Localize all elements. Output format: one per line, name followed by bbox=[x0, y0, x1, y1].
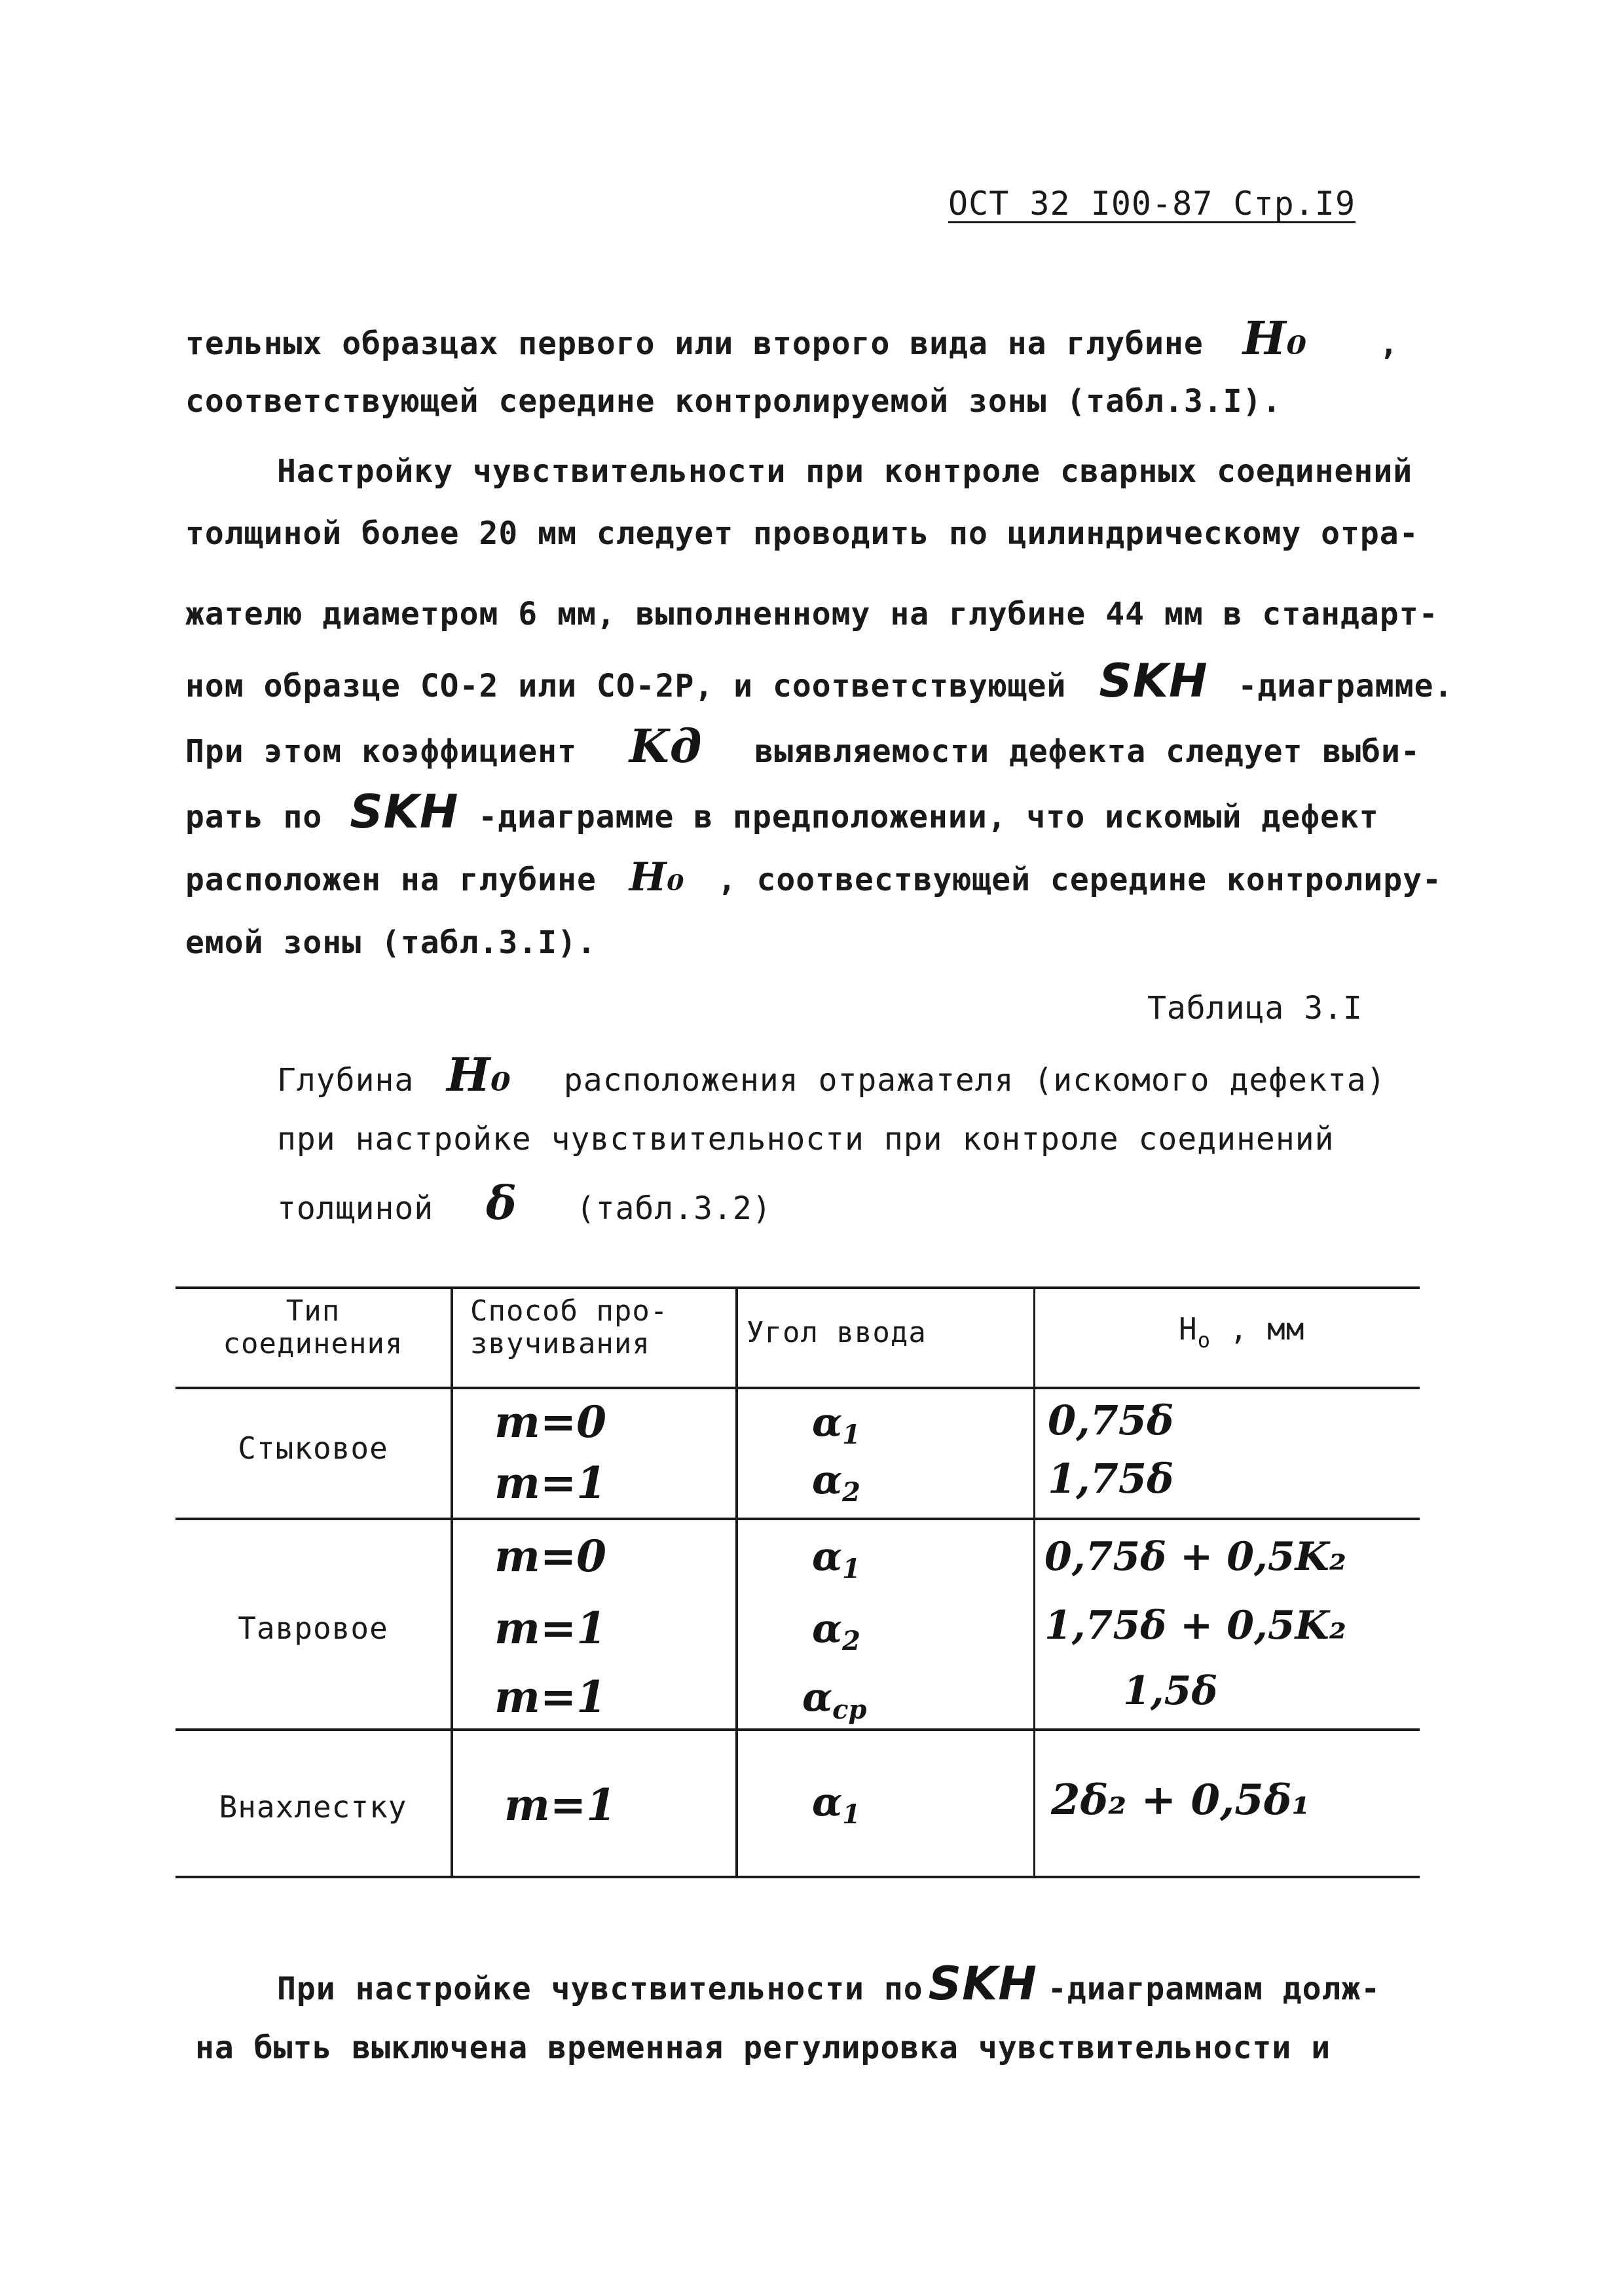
p3-line-1-text-b: -диаграммам долж- bbox=[1047, 1971, 1381, 2007]
table-title-line-2: при настройке чувствительности при контроле соединений bbox=[277, 1121, 1335, 1157]
p2-line-3: жателю диаметром 6 мм, выполненному на глубине 44 мм в стандарт- bbox=[185, 596, 1439, 632]
depth-cell: 0,75δ bbox=[1048, 1396, 1174, 1444]
p2-line-5-text-a: При этом коэффициент bbox=[185, 733, 577, 770]
header-method-line-1: Способ про- bbox=[470, 1294, 669, 1328]
angle-subscript: 2 bbox=[842, 1477, 861, 1508]
symbol-skh: SKH bbox=[350, 785, 459, 839]
type-cell-lap: Внахлестку bbox=[219, 1789, 407, 1825]
symbol-delta: δ bbox=[486, 1176, 517, 1230]
angle-subscript: 1 bbox=[842, 1799, 861, 1830]
p1-line-2: соответствующей середине контролируемой зоны (табл.3.I). bbox=[185, 383, 1282, 420]
depth-cell: 1,75δ bbox=[1048, 1455, 1174, 1503]
p2-line-4-text-b: -диаграмме. bbox=[1238, 668, 1454, 704]
angle-cell bbox=[812, 1534, 860, 1584]
symbol-h0: H₀ bbox=[629, 854, 685, 900]
angle-symbol: α bbox=[812, 1534, 843, 1580]
depth-cell: 0,75δ + 0,5K₂ bbox=[1044, 1534, 1347, 1580]
header-depth-subscript: о bbox=[1197, 1328, 1211, 1353]
table-title-line-3 bbox=[277, 1176, 772, 1230]
symbol-kd: Kд bbox=[629, 719, 703, 773]
angle-cell bbox=[812, 1606, 860, 1656]
p2-line-4 bbox=[185, 654, 1454, 708]
document-reference: ОСТ 32 I00-87 Стр.I9 bbox=[948, 185, 1356, 223]
table-title-line-1 bbox=[277, 1048, 1386, 1102]
angle-cell bbox=[812, 1400, 860, 1450]
angle-subscript: ср bbox=[832, 1694, 867, 1725]
angle-cell bbox=[812, 1779, 860, 1830]
method-cell: m=1 bbox=[504, 1779, 617, 1831]
table-col-divider-3 bbox=[1033, 1286, 1035, 1878]
header-type-line-1: Тип bbox=[286, 1294, 341, 1328]
angle-subscript: 2 bbox=[842, 1626, 861, 1656]
p1-line-1 bbox=[185, 311, 1399, 365]
method-cell: m=1 bbox=[494, 1603, 607, 1654]
table-title-line-3-text-a: толщиной bbox=[277, 1190, 434, 1227]
p2-line-1: Настройку чувствительности при контроле сварных соединений bbox=[277, 453, 1413, 490]
table-title-line-1-text-a: Глубина bbox=[277, 1062, 415, 1099]
symbol-skh: SKH bbox=[928, 1957, 1037, 2011]
p2-line-5 bbox=[185, 719, 1420, 773]
header-depth-unit: , мм bbox=[1229, 1311, 1305, 1347]
type-cell-butt: Стыковое bbox=[238, 1430, 388, 1466]
symbol-h0: H₀ bbox=[447, 1048, 511, 1102]
angle-symbol: α bbox=[812, 1606, 843, 1652]
table-col-divider-2 bbox=[735, 1286, 738, 1878]
method-cell: m=1 bbox=[494, 1457, 607, 1508]
p2-line-8: емой зоны (табл.3.I). bbox=[185, 924, 597, 961]
table-rule-group-1 bbox=[175, 1518, 1420, 1520]
header-type-line-2: соединения bbox=[223, 1327, 403, 1360]
p2-line-6-text-a: рать по bbox=[185, 799, 323, 835]
p1-line-1-text-a: тельных образцах первого или второго вида на глубине bbox=[185, 325, 1204, 362]
p2-line-6 bbox=[185, 785, 1379, 839]
header-method bbox=[470, 1295, 668, 1360]
header-method-line-2: звучивания bbox=[470, 1327, 650, 1360]
p2-line-7-text-a: расположен на глубине bbox=[185, 862, 597, 898]
angle-cell bbox=[802, 1675, 867, 1725]
method-cell: m=1 bbox=[494, 1671, 607, 1722]
table-rule-group-2 bbox=[175, 1728, 1420, 1731]
p3-line-1 bbox=[277, 1957, 1381, 2011]
table-title-line-1-text-b: расположения отражателя (искомого дефекта) bbox=[563, 1062, 1386, 1099]
angle-symbol: α bbox=[812, 1457, 843, 1503]
p2-line-6-text-b: -диаграмме в предположении, что искомый дефект bbox=[478, 799, 1379, 835]
p3-line-1-text-a: При настройке чувствительности по bbox=[277, 1971, 923, 2007]
table-rule-top bbox=[175, 1286, 1420, 1289]
method-cell: m=0 bbox=[494, 1396, 607, 1448]
table-rule-bottom bbox=[175, 1876, 1420, 1878]
p2-line-5-text-b: выявляемости дефекта следует выби- bbox=[754, 733, 1420, 770]
header-depth-symbol: H bbox=[1179, 1311, 1198, 1347]
p2-line-2: толщиной более 20 мм следует проводить по цилиндрическому отра- bbox=[185, 515, 1419, 552]
table-title-line-3-text-b: (табл.3.2) bbox=[576, 1190, 772, 1227]
angle-symbol: α bbox=[802, 1675, 833, 1721]
symbol-h0: H₀ bbox=[1242, 311, 1308, 365]
table-number: Таблица 3.I bbox=[1147, 990, 1363, 1027]
angle-cell bbox=[812, 1457, 860, 1508]
method-cell: m=0 bbox=[494, 1531, 607, 1582]
depth-cell: 1,75δ + 0,5K₂ bbox=[1044, 1603, 1347, 1649]
p2-line-7-text-b: , соотвествующей середине контролиру- bbox=[717, 862, 1442, 898]
depth-cell: 2δ₂ + 0,5δ₁ bbox=[1051, 1776, 1310, 1825]
depth-cell: 1,5δ bbox=[1123, 1668, 1218, 1714]
p3-line-2: на быть выключена временная регулировка чувствительности и bbox=[195, 2030, 1331, 2066]
p1-line-1-text-b: , bbox=[1379, 325, 1399, 362]
header-type bbox=[175, 1295, 451, 1360]
symbol-skh: SKH bbox=[1099, 654, 1208, 708]
p2-line-4-text-a: ном образце СО-2 или СО-2Р, и соответствующей bbox=[185, 668, 1067, 704]
header-depth bbox=[1179, 1311, 1304, 1353]
table-rule-header bbox=[175, 1387, 1420, 1389]
angle-subscript: 1 bbox=[842, 1554, 861, 1584]
type-cell-tee: Тавровое bbox=[238, 1611, 388, 1646]
header-angle: Угол ввода bbox=[747, 1316, 927, 1349]
angle-symbol: α bbox=[812, 1779, 843, 1825]
p2-line-7 bbox=[185, 854, 1442, 900]
angle-symbol: α bbox=[812, 1400, 843, 1446]
angle-subscript: 1 bbox=[842, 1419, 861, 1450]
table-col-divider-1 bbox=[451, 1286, 453, 1878]
